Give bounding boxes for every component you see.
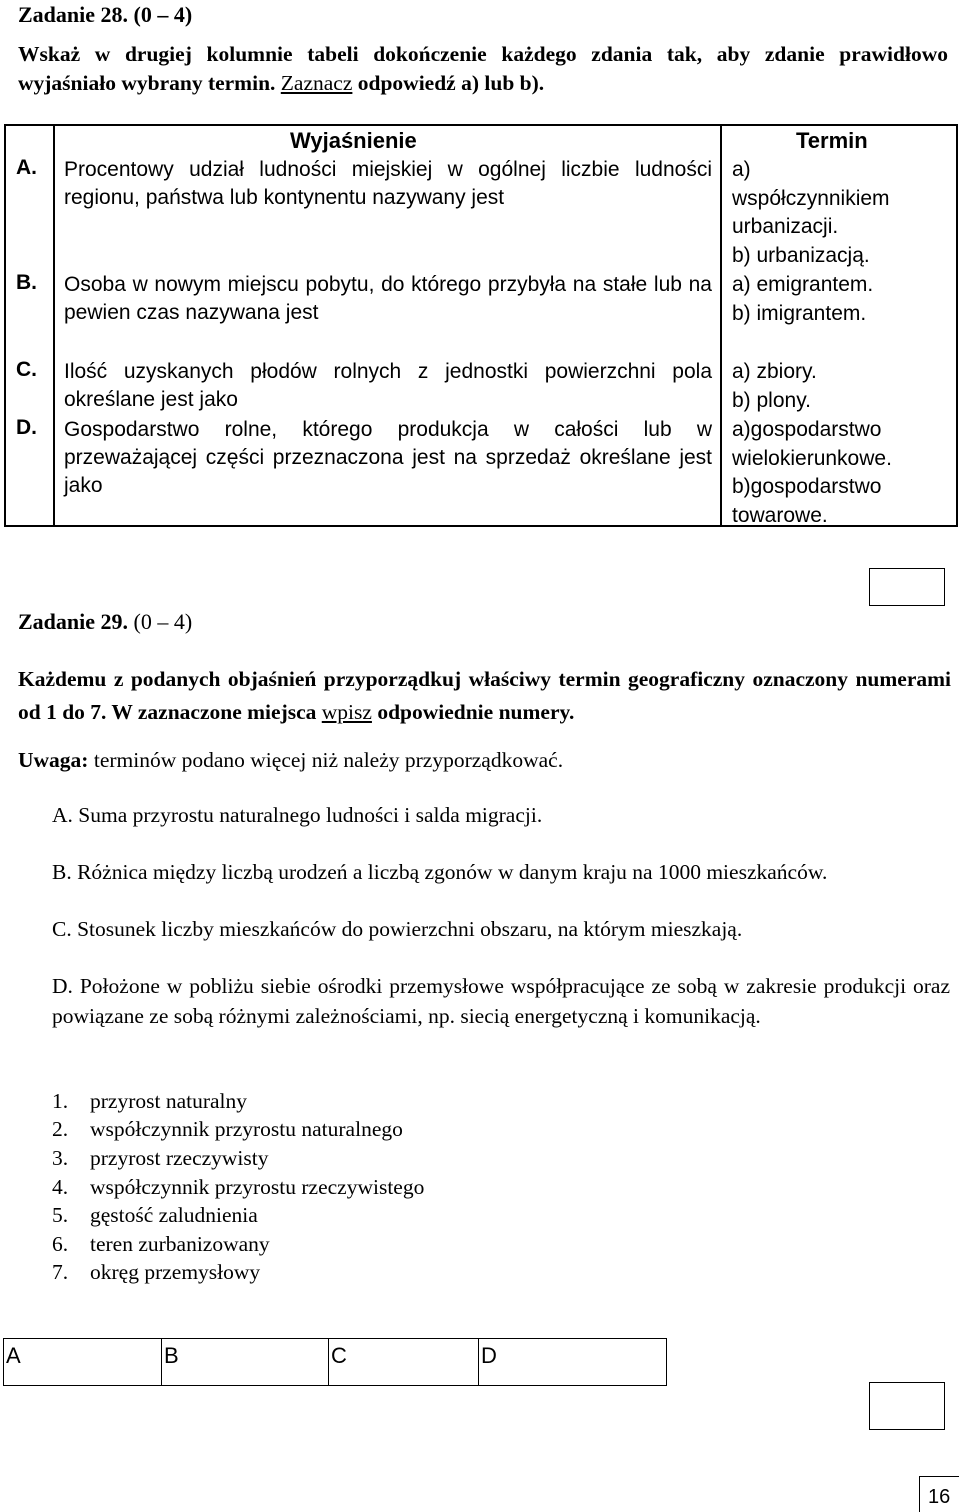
term-number: 2. bbox=[52, 1117, 69, 1141]
task-28-header: Zadanie 28. (0 – 4) bbox=[18, 2, 193, 27]
option-c-2[interactable]: b) plony. bbox=[732, 388, 811, 412]
score-box-29[interactable] bbox=[869, 1382, 945, 1430]
option-b-1[interactable]: a) emigrantem. bbox=[732, 273, 874, 296]
instruction-text: Wskaż w drugiej kolumnie tabeli dokończenie każdego zdania tak, aby zdanie prawidłowo wyjaśniało wybrany termin. bbox=[18, 42, 948, 95]
row-explanation-a: Procentowy udział ludności miejskiej w ogólnej liczbie ludności regionu, państwa lub kontynentu nazywany jest bbox=[64, 158, 712, 209]
definition-d: D. Położone w pobliżu siebie ośrodki przemysłowe współpracujące ze sobą w zakresie produkcji oraz powiązane ze sobą różnymi zależnościami, np. siecią energetyczną i komunikacją. bbox=[52, 974, 950, 1028]
task-29-note bbox=[18, 748, 563, 773]
instruction-text-end: odpowiedź a) lub b). bbox=[352, 71, 545, 95]
option-d-1-cont[interactable]: wielokierunkowe. bbox=[732, 446, 892, 470]
col-header-term: Termin bbox=[796, 128, 868, 153]
answer-cell-a[interactable]: A bbox=[4, 1339, 162, 1385]
task-29-instruction bbox=[18, 663, 951, 729]
note-text: terminów podano więcej niż należy przyporządkować. bbox=[88, 748, 564, 772]
answer-grid-29 bbox=[3, 1338, 667, 1386]
row-explanation-b: Osoba w nowym miejscu pobytu, do którego przybyła na stałe lub na pewien czas nazywana jest bbox=[64, 273, 712, 324]
row-explanation-c: Ilość uzyskanych płodów rolnych z jednostki powierzchni pola określane jest jako bbox=[64, 360, 712, 411]
term-item bbox=[52, 1173, 424, 1201]
term-label: teren zurbanizowany bbox=[90, 1232, 270, 1256]
definition-a: A. Suma przyrostu naturalnego ludności i salda migracji. bbox=[52, 803, 543, 827]
task-29-title: Zadanie 29. bbox=[18, 609, 129, 634]
task-29-header bbox=[18, 609, 192, 635]
row-letter-b: B. bbox=[16, 271, 37, 294]
col-header-explanation: Wyjaśnienie bbox=[290, 128, 417, 153]
term-label: współczynnik przyrostu rzeczywistego bbox=[90, 1175, 425, 1199]
term-number: 1. bbox=[52, 1089, 69, 1113]
row-explanation-d: Gospodarstwo rolne, którego produkcja w całości lub w przeważającej części przeznaczona jest na sprzedaż określane jest jako bbox=[64, 418, 712, 497]
row-letter-a: A. bbox=[16, 156, 37, 179]
term-label: współczynnik przyrostu naturalnego bbox=[90, 1117, 403, 1141]
term-number: 4. bbox=[52, 1175, 69, 1199]
option-d-1[interactable]: a)gospodarstwo bbox=[732, 418, 882, 441]
term-item bbox=[52, 1144, 269, 1172]
term-number: 6. bbox=[52, 1232, 69, 1256]
term-label: gęstość zaludnienia bbox=[90, 1203, 258, 1227]
table-divider bbox=[720, 126, 722, 525]
table-divider bbox=[53, 126, 55, 525]
term-number: 7. bbox=[52, 1260, 69, 1284]
instruction-underlined: wpisz bbox=[321, 700, 372, 724]
task-28-table bbox=[4, 124, 958, 527]
term-label: przyrost naturalny bbox=[90, 1089, 248, 1113]
option-a-1-cont2[interactable]: urbanizacji. bbox=[732, 215, 839, 238]
note-label: Uwaga: bbox=[18, 748, 89, 772]
term-item bbox=[52, 1087, 247, 1115]
option-b-2[interactable]: b) imigrantem. bbox=[732, 301, 867, 325]
answer-cell-c[interactable]: C bbox=[329, 1339, 479, 1385]
term-item bbox=[52, 1230, 270, 1258]
option-d-2-cont[interactable]: towarowe. bbox=[732, 503, 828, 527]
row-letter-d: D. bbox=[16, 416, 37, 439]
option-a-1[interactable]: a) bbox=[732, 158, 751, 181]
term-item bbox=[52, 1258, 260, 1286]
term-number: 5. bbox=[52, 1203, 69, 1227]
option-c-1[interactable]: a) zbiory. bbox=[732, 360, 817, 383]
definition-c: C. Stosunek liczby mieszkańców do powierzchni obszaru, na którym mieszkają. bbox=[52, 917, 743, 941]
option-d-2[interactable]: b)gospodarstwo bbox=[732, 475, 882, 498]
definition-b: B. Różnica między liczbą urodzeń a liczbą zgonów w danym kraju na 1000 mieszkańców. bbox=[52, 860, 828, 884]
task-28-instruction bbox=[18, 40, 948, 98]
answer-cell-b[interactable]: B bbox=[162, 1339, 329, 1385]
instruction-underlined: Zaznacz bbox=[280, 71, 353, 95]
task-29-points: (0 – 4) bbox=[128, 609, 193, 634]
score-box-28[interactable] bbox=[869, 568, 945, 606]
page-number: 16 bbox=[928, 1486, 951, 1508]
term-number: 3. bbox=[52, 1146, 69, 1170]
row-letter-c: C. bbox=[16, 358, 37, 381]
instruction-text-end: odpowiednie numery. bbox=[371, 700, 575, 724]
term-label: przyrost rzeczywisty bbox=[90, 1146, 269, 1170]
instruction-text: Każdemu z podanych objaśnień przyporządkuj właściwy termin geograficzny oznaczony numerami od 1 do 7. W zaznaczone miejsca bbox=[18, 667, 951, 724]
option-a-1-cont[interactable]: współczynnikiem bbox=[732, 186, 890, 210]
term-label: okręg przemysłowy bbox=[90, 1260, 261, 1284]
answer-cell-d[interactable]: D bbox=[481, 1343, 497, 1368]
option-a-2[interactable]: b) urbanizacją. bbox=[732, 243, 870, 267]
term-item bbox=[52, 1115, 403, 1143]
term-item bbox=[52, 1201, 258, 1229]
